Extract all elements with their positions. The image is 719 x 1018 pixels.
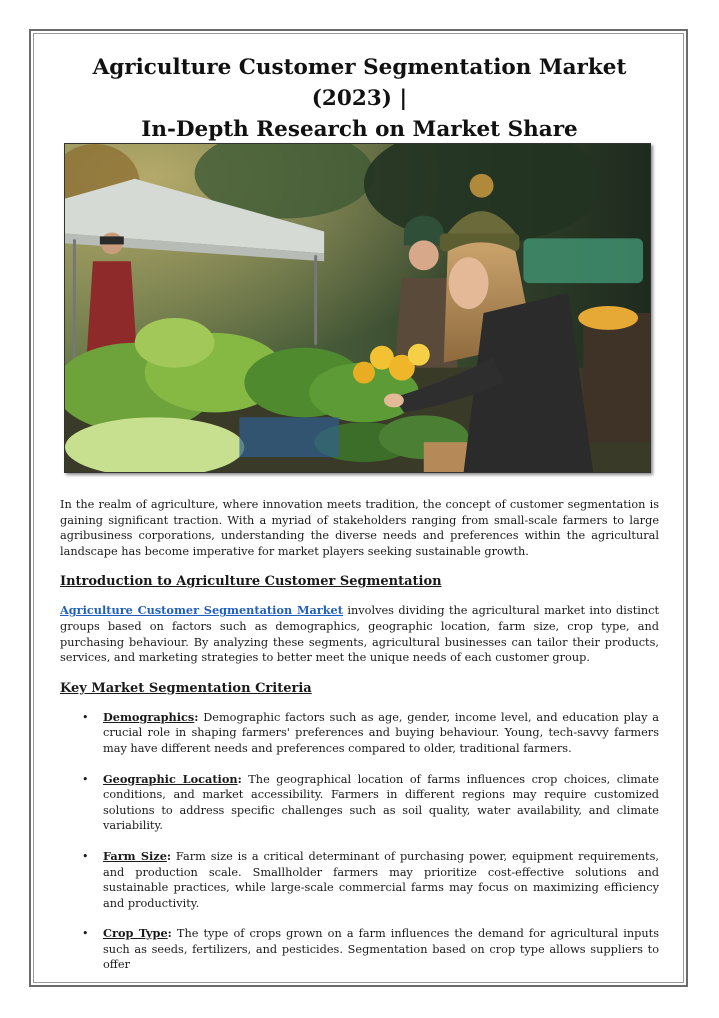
market-report-link[interactable]: Agriculture Customer Segmentation Market bbox=[60, 603, 343, 618]
title-line-1: Agriculture Customer Segmentation Market (2023) | bbox=[92, 55, 627, 111]
criteria-text: The geographical location of farms influences crop choices, climate conditions, and market accessibility. Farmers in different regions may require customized solutions to address specific challenges such as soil quality, water availability, and climate variability. bbox=[103, 772, 659, 833]
list-item bbox=[60, 710, 659, 757]
article-body bbox=[60, 497, 659, 988]
criteria-colon: : bbox=[237, 771, 242, 786]
page-title bbox=[50, 52, 669, 145]
bullet-icon: • bbox=[82, 849, 89, 863]
section-heading-introduction: Introduction to Agriculture Customer Segmentation bbox=[60, 574, 442, 590]
title-line-2: In-Depth Research on Market Share bbox=[141, 117, 578, 142]
criteria-list bbox=[60, 710, 659, 973]
list-item bbox=[60, 772, 659, 834]
section-heading-criteria: Key Market Segmentation Criteria bbox=[60, 680, 312, 696]
criteria-text: The type of crops grown on a farm influences the demand for agricultural inputs such as seeds, fertilizers, and pesticides. Segmentation based on crop type allows suppliers to offer bbox=[103, 927, 659, 972]
bullet-icon: • bbox=[82, 927, 89, 941]
criteria-text: Farm size is a critical determinant of purchasing power, equipment requirements, and production scale. Smallholder farmers may prioritize cost-effective solutions and sustainable practices, while large-scale commercial farms may focus on maximizing efficiency and productivity. bbox=[103, 849, 659, 910]
intro-paragraph: In the realm of agriculture, where innovation meets tradition, the concept of customer segmentation is gaining significant traction. With a myriad of stakeholders ranging from small-scale farmers to large agribusiness corporations, understanding the diverse needs and preferences within the agricultural landscape has become imperative for market players seeking sustainable growth. bbox=[60, 498, 659, 558]
criteria-colon: : bbox=[166, 848, 172, 863]
introduction-paragraph bbox=[60, 603, 659, 665]
bullet-icon: • bbox=[82, 772, 89, 786]
criteria-text: Demographic factors such as age, gender, income level, and education play a crucial role in shaping farmers' preferences and buying behaviour. Young, tech-savvy farmers may have different needs and preferences compared to older, traditional farmers. bbox=[103, 710, 659, 755]
criteria-term: Crop Type bbox=[103, 926, 168, 941]
list-item bbox=[60, 926, 659, 973]
introduction-text: involves dividing the agricultural market into distinct groups based on factors such as demographics, geographic location, farm size, crop type, and purchasing behaviour. By analyzing these segments, agricultural businesses can tailor their products, services, and marketing strategies to better meet the unique needs of each customer group. bbox=[60, 604, 659, 665]
criteria-colon: : bbox=[167, 926, 172, 941]
criteria-colon: : bbox=[194, 709, 199, 724]
hero-photo bbox=[64, 143, 651, 473]
criteria-term: Geographic Location bbox=[103, 771, 238, 786]
bullet-icon: • bbox=[82, 710, 89, 724]
list-item bbox=[60, 849, 659, 911]
criteria-term: Demographics bbox=[103, 709, 195, 724]
criteria-term: Farm Size bbox=[103, 848, 167, 863]
farmers-market-illustration bbox=[65, 144, 650, 472]
